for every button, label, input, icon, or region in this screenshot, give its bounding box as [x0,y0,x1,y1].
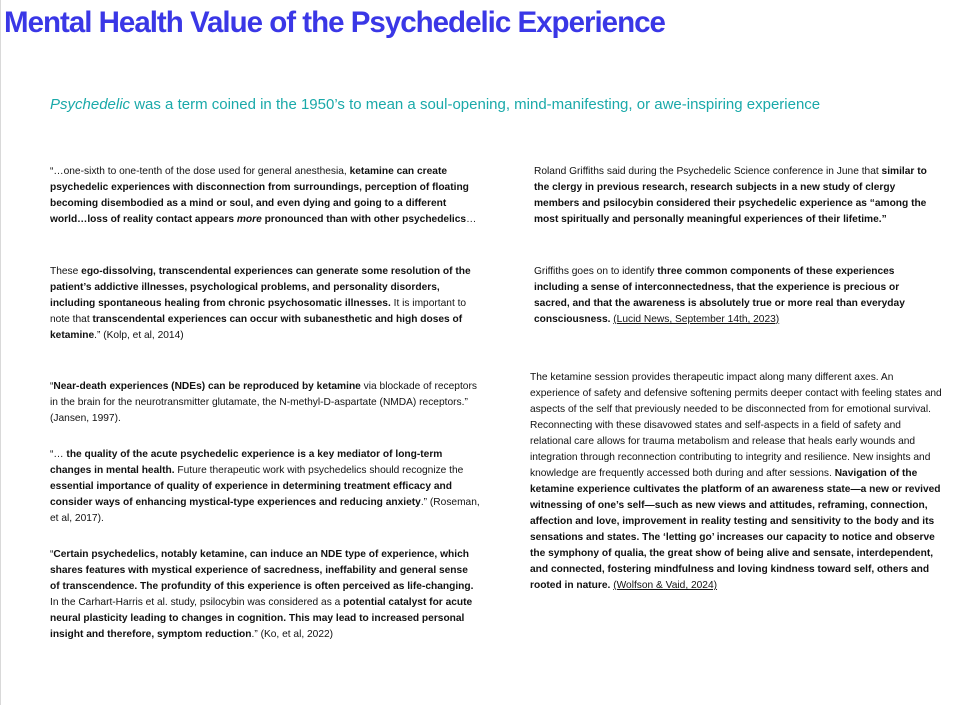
lucid-news-citation-link[interactable]: (Lucid News, September 14th, 2023) [613,314,780,325]
left-paragraph-5: “Certain psychedelics, notably ketamine, can induce an NDE type of experience, which shares features with mystical experience of sacredness, ineffability and general sense of transcendence. The profundity of this experience is often perceived as life-changing. In the Carhart-Harris et al. study, psilocybin was considered as a potential catalyst for acute neural plasticity leading to changes in cognition. This may lead to increased personal insight and therefore, symptom reduction.” (Ko, et al, 2022) [50,549,474,640]
right-paragraph-1: Roland Griffiths said during the Psychedelic Science conference in June that similar to the clergy in previous research, research subjects in a new study of clergy members and psilocybin considered their psychedelic experience as “among the most spiritually and personally meaningful experiences of their lifetime.” [534,166,927,225]
right-paragraph-3: The ketamine session provides therapeutic impact along many different axes. An experience of safety and defensive softening permits deeper contact with feeling states and aspects of the self that previously needed to be disconnected from for emotional survival. Reconnecting with these disavowed states and self-aspects in a field of safety and relational care allows for trauma metabolism and release that heals early wounds and integration through reconnection contributing to integrity and resilience. New insights and knowledge are frequently accessed both during and after sessions. Navigation of the ketamine experience cultivates the platform of an awareness state—a new or revived witnessing of one’s self—such as new views and attitudes, reframing, connection, affection and love, improvement in reality testing and sensitivity to the body and its sensations and states. The ‘letting go’ increases our capacity to notice and observe the symphony of qualia, the great show of being alive and sensate, interdependent, and connected, fostering mindfulness and loving kindness toward self, others and rooted in nature. (Wolfson & Vaid, 2024) [530,372,942,591]
subtitle-text: was a term coined in the 1950’s to mean a soul-opening, mind-manifesting, or awe-inspiring experience [130,96,821,113]
left-paragraph-3: “Near-death experiences (NDEs) can be reproduced by ketamine via blockade of receptors in the brain for the neurotransmitter glutamate, the N-methyl-D-aspartate (NMDA) receptors.” (Jansen, 1997). [50,381,477,424]
wolfson-vaid-citation-link[interactable]: (Wolfson & Vaid, 2024) [613,580,718,591]
page-title: Mental Health Value of the Psychedelic Experience [4,6,665,39]
subtitle-term: Psychedelic [50,96,131,113]
left-edge-rule [0,0,1,705]
right-paragraph-2: Griffiths goes on to identify three common components of these experiences including a sense of interconnectedness, that the experience is precious or sacred, and that the awareness is absolutely true or more real than everyday consciousness. (Lucid News, September 14th, 2023) [534,266,905,325]
subtitle [50,96,820,113]
left-paragraph-1: “…one-sixth to one-tenth of the dose used for general anesthesia, ketamine can create psychedelic experiences with disconnection from surroundings, perception of floating becoming disembodied as a mind or soul, and even dying and going to a different world…loss of reality contact appears more pronounced than with other psychedelics… [50,166,477,225]
left-paragraph-4: “… the quality of the acute psychedelic experience is a key mediator of long-term changes in mental health. Future therapeutic work with psychedelics should recognize the essential importance of quality of experience in determining treatment efficacy and consider ways of enhancing mystical-type experiences and reducing anxiety.” (Roseman, et al, 2017). [50,449,480,524]
left-paragraph-2: These ego-dissolving, transcendental experiences can generate some resolution of the patient’s addictive illnesses, psychological problems, and personality disorders, including spontaneous healing from chronic psychosomatic illnesses. It is important to note that transcendental experiences can occur with subanesthetic and high doses of ketamine.” (Kolp, et al, 2014) [50,266,471,341]
